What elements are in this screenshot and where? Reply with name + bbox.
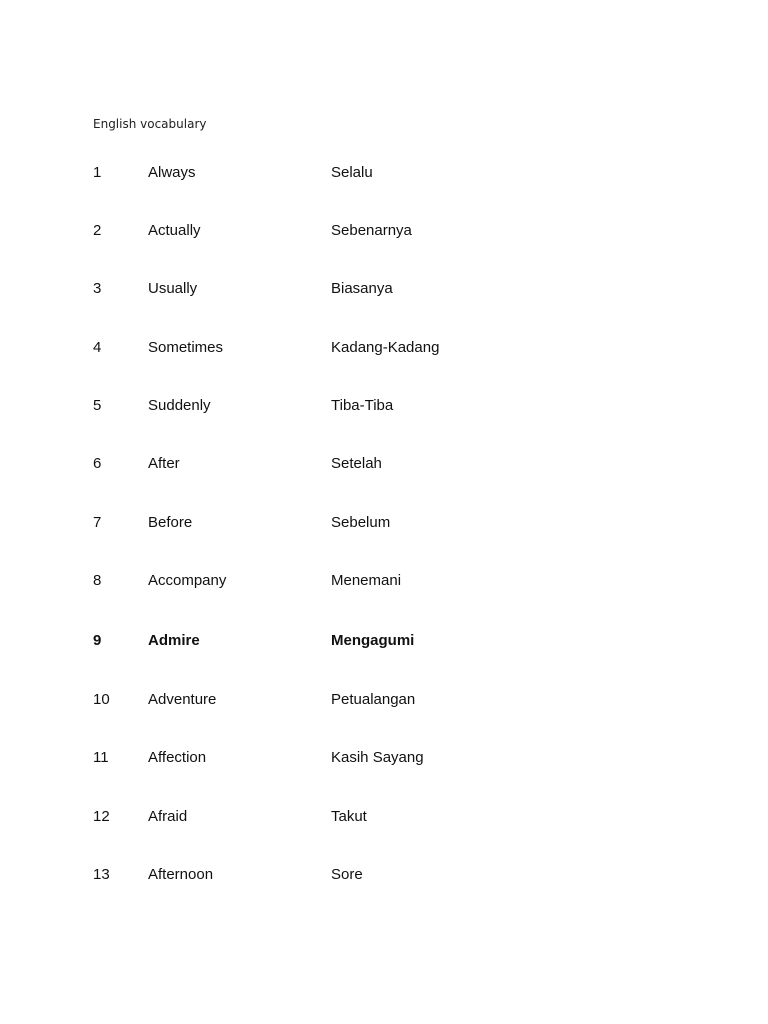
row-number: 1	[93, 164, 102, 181]
table-row	[0, 689, 768, 711]
indonesian-word: Mengagumi	[331, 632, 415, 649]
row-number: 11	[93, 749, 109, 766]
indonesian-word: Menemani	[331, 572, 402, 589]
row-number: 13	[93, 866, 110, 883]
table-row	[0, 337, 768, 359]
table-row	[0, 747, 768, 769]
row-number: 3	[93, 280, 102, 297]
row-number: 10	[93, 691, 110, 708]
english-word: Usually	[148, 280, 198, 297]
document-title: English vocabulary	[93, 117, 207, 131]
indonesian-word: Selalu	[331, 164, 373, 181]
row-number: 5	[93, 397, 102, 414]
table-row	[0, 864, 768, 886]
english-word: Affection	[148, 749, 207, 766]
table-row	[0, 162, 768, 184]
table-row	[0, 630, 768, 652]
table-row	[0, 512, 768, 534]
row-number: 2	[93, 222, 102, 239]
english-word: Suddenly	[148, 397, 211, 414]
english-word: Admire	[148, 632, 200, 649]
english-word: Before	[148, 514, 193, 531]
row-number: 6	[93, 455, 102, 472]
row-number: 8	[93, 572, 102, 589]
indonesian-word: Sebelum	[331, 514, 391, 531]
indonesian-word: Sebenarnya	[331, 222, 412, 239]
indonesian-word: Biasanya	[331, 280, 393, 297]
indonesian-word: Sore	[331, 866, 363, 883]
table-row	[0, 278, 768, 300]
indonesian-word: Tiba-Tiba	[331, 397, 394, 414]
english-word: Always	[148, 164, 196, 181]
indonesian-word: Kadang-Kadang	[331, 339, 440, 356]
table-row	[0, 806, 768, 828]
english-word: Sometimes	[148, 339, 224, 356]
english-word: Adventure	[148, 691, 217, 708]
row-number: 7	[93, 514, 102, 531]
table-row	[0, 570, 768, 592]
english-word: Afternoon	[148, 866, 214, 883]
row-number: 12	[93, 808, 110, 825]
english-word: Actually	[148, 222, 201, 239]
indonesian-word: Takut	[331, 808, 367, 825]
row-number: 4	[93, 339, 102, 356]
table-row	[0, 395, 768, 417]
indonesian-word: Kasih Sayang	[331, 749, 424, 766]
english-word: Accompany	[148, 572, 227, 589]
table-row	[0, 453, 768, 475]
english-word: After	[148, 455, 180, 472]
indonesian-word: Petualangan	[331, 691, 416, 708]
english-word: Afraid	[148, 808, 188, 825]
indonesian-word: Setelah	[331, 455, 382, 472]
row-number: 9	[93, 632, 102, 649]
table-row	[0, 220, 768, 242]
